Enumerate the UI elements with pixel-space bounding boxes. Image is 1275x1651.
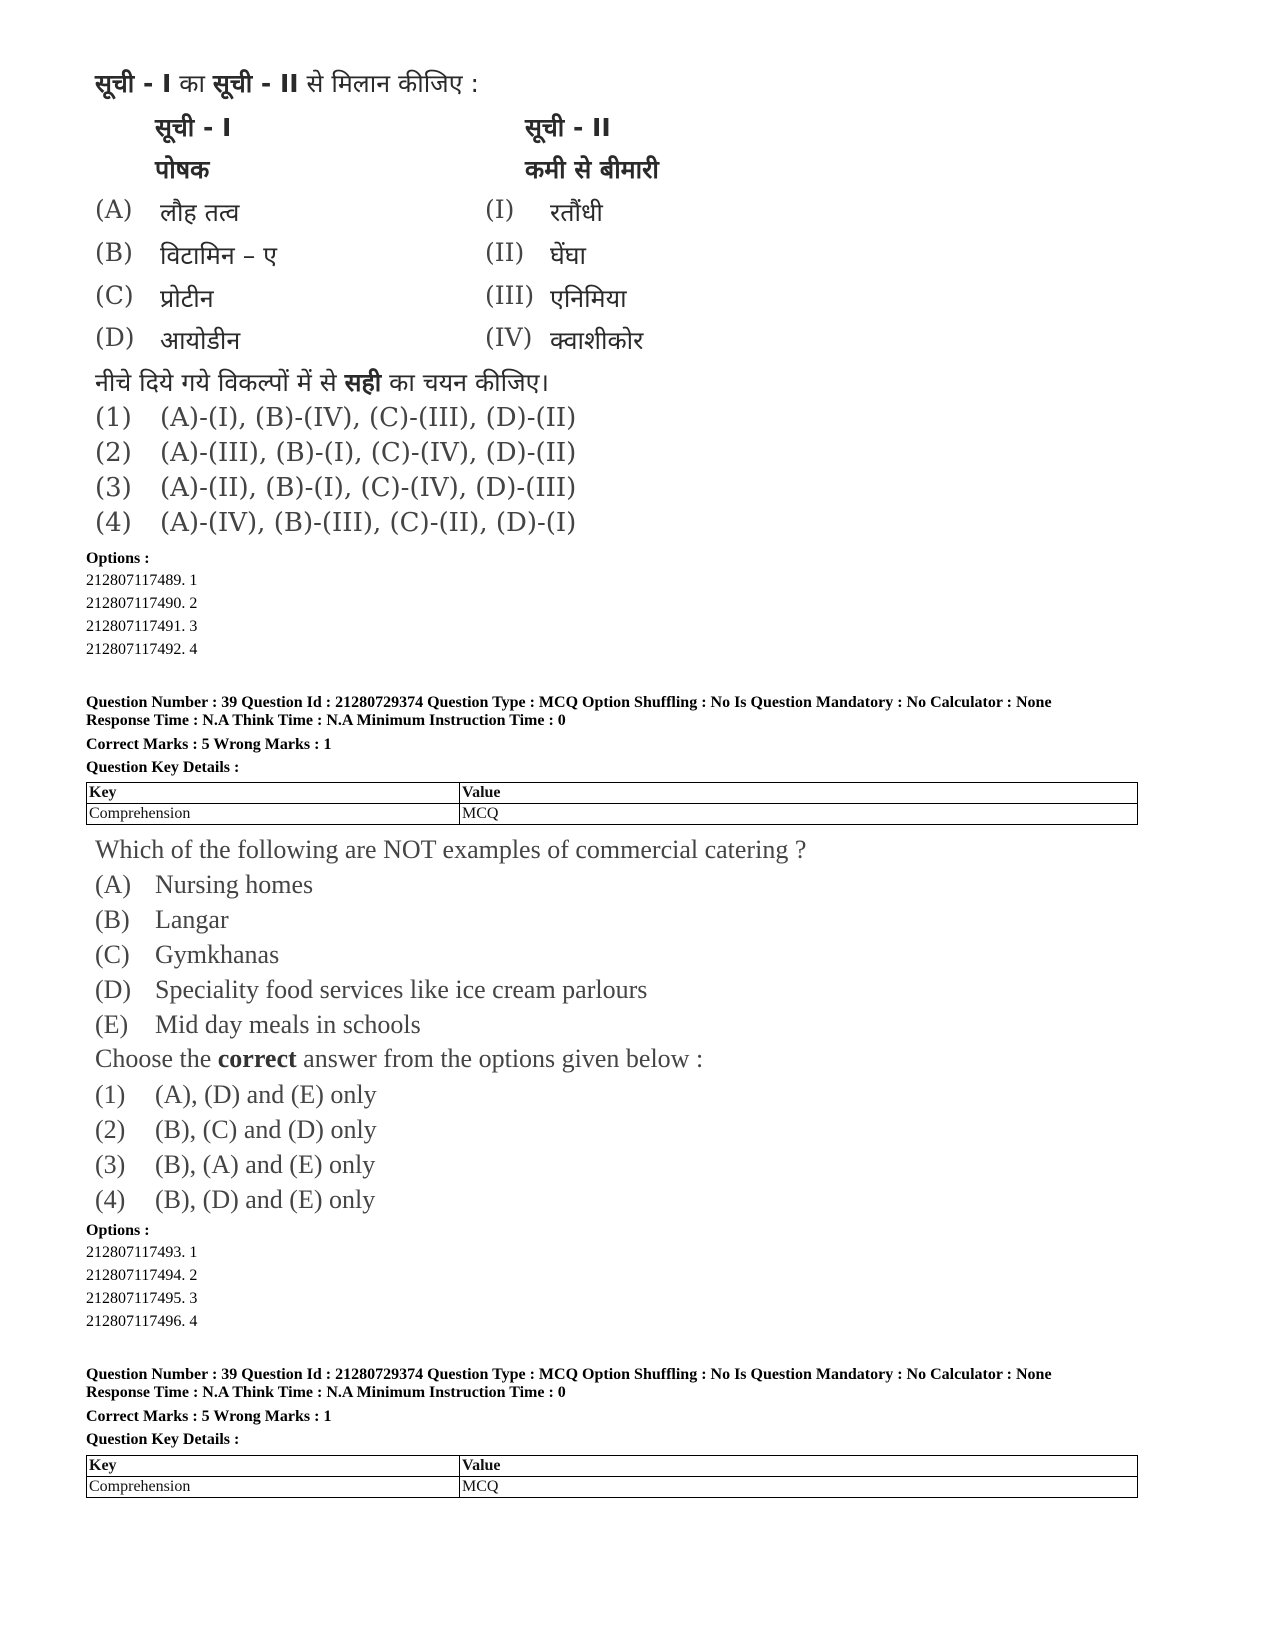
options-label: Options : — [86, 550, 150, 567]
row-text: आयोडीन — [160, 326, 241, 355]
question-instruction — [95, 1044, 703, 1074]
title-connector: का — [171, 69, 213, 98]
table-header-value: Value — [460, 1456, 1138, 1477]
option-id: 212807117496. 4 — [86, 1313, 198, 1330]
option-id: 212807117495. 3 — [86, 1290, 198, 1307]
table-cell-value: MCQ — [460, 1477, 1138, 1498]
match-row — [95, 238, 715, 278]
choice-number: (2) — [95, 438, 132, 468]
row-label: (B) — [95, 238, 133, 267]
item-label: (D) — [95, 975, 132, 1004]
row-text-2: घेंघा — [550, 241, 587, 270]
question-stem: Which of the following are NOT examples of commercial catering ? — [95, 835, 807, 864]
question-text — [95, 835, 806, 865]
question-key-details: Question Key Details : — [86, 1431, 240, 1448]
row-text-2: रतौंधी — [550, 198, 603, 227]
table-cell-key: Comprehension — [87, 1477, 460, 1498]
question-marks: Correct Marks : 5 Wrong Marks : 1 — [86, 1408, 332, 1425]
list1-subheading: पोषक — [155, 155, 210, 184]
list1-ref: सूची - I — [95, 69, 172, 98]
choice-text: (A)-(III), (B)-(I), (C)-(IV), (D)-(II) — [160, 438, 577, 468]
question-marks: Correct Marks : 5 Wrong Marks : 1 — [86, 736, 332, 753]
choice-text: (A), (D) and (E) only — [155, 1080, 377, 1109]
table-cell-value: MCQ — [460, 804, 1138, 825]
item-label: (B) — [95, 905, 130, 934]
item-label: (E) — [95, 1010, 129, 1039]
choice-number: (4) — [95, 1185, 126, 1214]
key-details-table — [86, 782, 1138, 825]
choice-text: (B), (C) and (D) only — [155, 1115, 377, 1144]
list2-ref: सूची - II — [212, 69, 299, 98]
row-text-2: क्वाशीकोर — [550, 326, 644, 355]
row-label-2: (I) — [485, 195, 515, 224]
question-meta-line2: Response Time : N.A Think Time : N.A Minimum Instruction Time : 0 — [86, 1384, 566, 1401]
option-id: 212807117494. 2 — [86, 1267, 198, 1284]
table-row — [87, 804, 1138, 825]
table-header-row — [87, 1456, 1138, 1477]
choice-number: (1) — [95, 403, 132, 433]
option-id: 212807117493. 1 — [86, 1244, 198, 1261]
instruction-text-end: answer from the options given below : — [296, 1044, 704, 1073]
list2-heading: सूची - II — [525, 113, 611, 142]
match-instruction — [95, 365, 549, 399]
item-text: Gymkhanas — [155, 940, 280, 969]
match-row — [95, 281, 715, 321]
item-text: Langar — [155, 905, 229, 934]
row-text: प्रोटीन — [160, 284, 214, 313]
table-header-key: Key — [87, 783, 460, 804]
option-id: 212807117491. 3 — [86, 618, 198, 635]
row-label: (C) — [95, 281, 134, 310]
choice-text: (A)-(II), (B)-(I), (C)-(IV), (D)-(III) — [160, 473, 577, 503]
choice-text: (B), (A) and (E) only — [155, 1150, 376, 1179]
choice-text: (A)-(I), (B)-(IV), (C)-(III), (D)-(II) — [160, 403, 577, 433]
option-id: 212807117492. 4 — [86, 641, 198, 658]
item-text: Speciality food services like ice cream parlours — [155, 975, 648, 1004]
option-id: 212807117489. 1 — [86, 572, 198, 589]
item-label: (C) — [95, 940, 130, 969]
question-meta-line1: Question Number : 39 Question Id : 21280729374 Question Type : MCQ Option Shuffling : No Is Question Mandatory : No Calculator : None — [86, 1366, 1052, 1383]
choice-number: (2) — [95, 1115, 126, 1144]
choice-number: (3) — [95, 473, 132, 503]
instruction-emphasis: correct — [217, 1044, 297, 1073]
row-text: विटामिन – ए — [160, 241, 277, 270]
match-question-title — [95, 66, 479, 100]
option-id: 212807117490. 2 — [86, 595, 198, 612]
key-details-table — [86, 1455, 1138, 1498]
row-text: लौह तत्व — [160, 198, 240, 227]
choice-text: (B), (D) and (E) only — [155, 1185, 376, 1214]
row-label: (D) — [95, 323, 135, 352]
match-row — [95, 195, 715, 235]
choice-text: (A)-(IV), (B)-(III), (C)-(II), (D)-(I) — [160, 508, 577, 538]
instruction-text: नीचे दिये गये विकल्पों में से — [95, 368, 345, 397]
row-label-2: (II) — [485, 238, 525, 267]
choice-number: (1) — [95, 1080, 126, 1109]
item-label: (A) — [95, 870, 132, 899]
row-label: (A) — [95, 195, 133, 224]
question-meta-line1: Question Number : 39 Question Id : 21280729374 Question Type : MCQ Option Shuffling : No Is Question Mandatory : No Calculator : None — [86, 694, 1052, 711]
choice-number: (3) — [95, 1150, 126, 1179]
list1-heading: सूची - I — [155, 113, 232, 142]
row-text-2: एनिमिया — [550, 284, 627, 313]
question-meta-line2: Response Time : N.A Think Time : N.A Minimum Instruction Time : 0 — [86, 712, 566, 729]
question-key-details: Question Key Details : — [86, 759, 240, 776]
options-label: Options : — [86, 1222, 150, 1239]
item-text: Nursing homes — [155, 870, 314, 899]
instruction-text-end: का चयन कीजिए। — [381, 368, 549, 397]
table-header-row — [87, 783, 1138, 804]
table-header-key: Key — [87, 1456, 460, 1477]
instruction-emphasis: सही — [344, 368, 382, 397]
table-header-value: Value — [460, 783, 1138, 804]
list2-subheading: कमी से बीमारी — [525, 155, 659, 184]
row-label-2: (IV) — [485, 323, 533, 352]
instruction-text: Choose the — [95, 1044, 218, 1073]
table-cell-key: Comprehension — [87, 804, 460, 825]
match-row — [95, 323, 715, 363]
choice-number: (4) — [95, 508, 132, 538]
item-text: Mid day meals in schools — [155, 1010, 421, 1039]
row-label-2: (III) — [485, 281, 535, 310]
table-row — [87, 1477, 1138, 1498]
title-suffix: से मिलान कीजिए : — [298, 69, 479, 98]
